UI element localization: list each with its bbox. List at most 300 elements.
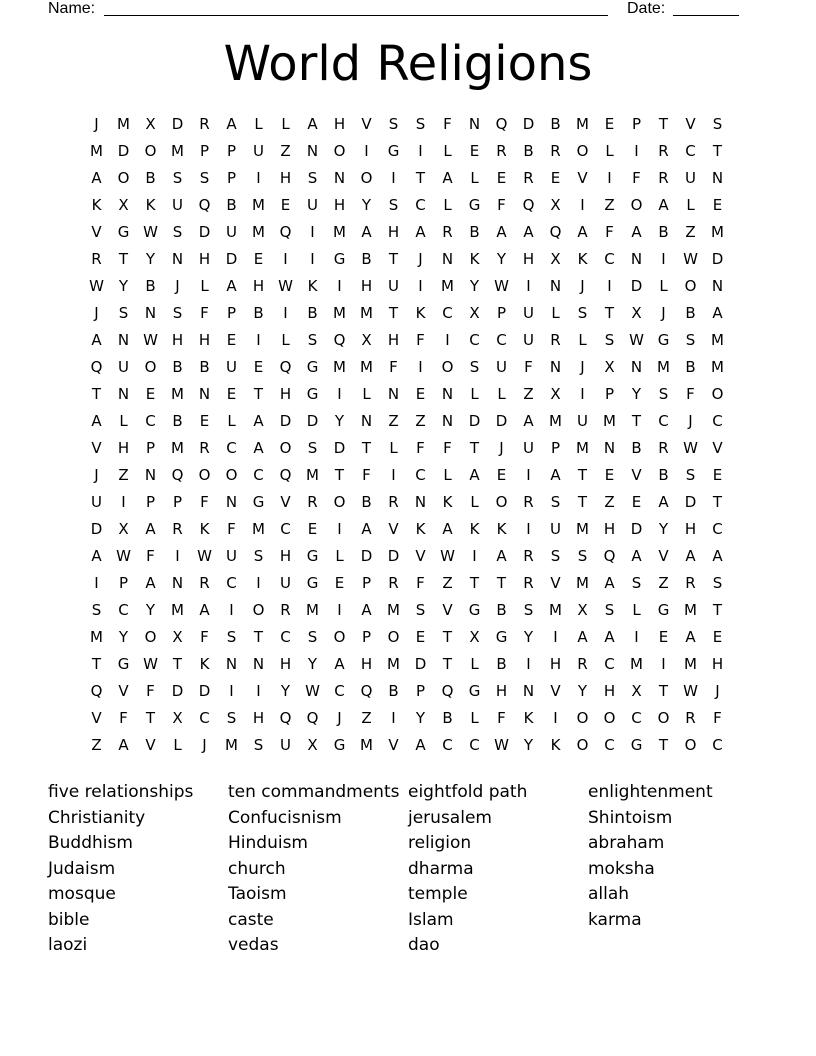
grid-row [83,111,731,138]
grid-letter: U [523,304,534,322]
grid-letter: L [281,115,290,133]
grid-letter: X [118,520,129,538]
name-blank-line[interactable] [104,15,608,16]
grid-letter: Y [361,196,372,214]
grid-letter: I [256,574,261,592]
grid-row [83,273,731,300]
grid-letter: B [685,304,696,322]
grid-letter: I [553,628,558,646]
grid-letter: T [577,493,588,511]
grid-letter: M [549,412,562,430]
grid-letter: K [91,196,102,214]
grid-letter: F [146,682,155,700]
grid-letter: R [388,574,399,592]
grid-letter: R [172,520,183,538]
grid-letter: V [361,115,372,133]
grid-letter: M [90,628,103,646]
grid-letter: N [549,358,562,376]
grid-letter: N [333,169,346,187]
grid-letter: K [442,493,453,511]
grid-letter: L [200,277,209,295]
grid-letter: C [496,331,507,349]
grid-letter: I [418,142,423,160]
grid-letter: L [686,196,695,214]
grid-letter: U [523,331,534,349]
grid-letter: K [199,655,210,673]
grid-row [83,705,731,732]
grid-letter: S [91,601,102,619]
grid-letter: S [631,574,642,592]
grid-letter: M [711,331,724,349]
grid-letter: D [360,547,373,565]
grid-letter: M [306,601,319,619]
grid-letter: O [630,196,643,214]
grid-letter: M [684,655,697,673]
grid-letter: P [172,493,183,511]
grid-letter: B [388,682,399,700]
grid-letter: R [199,439,210,457]
grid-letter: X [469,304,480,322]
grid-letter: Z [442,574,453,592]
grid-letter: D [468,412,481,430]
grid-letter: S [172,304,183,322]
grid-row [83,597,731,624]
grid-letter: H [279,655,292,673]
date-blank-line[interactable] [673,15,739,16]
word-column [228,780,408,959]
grid-letter: G [468,601,481,619]
grid-letter: A [442,169,453,187]
grid-letter: Q [306,709,319,727]
grid-letter: V [91,709,102,727]
grid-letter: K [415,304,426,322]
grid-letter: D [306,412,319,430]
grid-letter: X [361,331,372,349]
grid-letter: K [550,736,561,754]
grid-letter: F [713,709,722,727]
grid-letter: J [337,709,342,727]
word-list-item: religion [408,833,472,853]
grid-letter: B [361,493,372,511]
word-list-item: Judaism [48,858,116,879]
grid-letter: I [391,709,396,727]
grid-letter: N [441,412,454,430]
grid-letter: W [629,331,644,349]
grid-letter: S [307,331,318,349]
grid-letter: U [226,547,237,565]
grid-letter: L [443,142,452,160]
grid-letter: M [711,223,724,241]
grid-letter: X [307,736,318,754]
grid-letter: X [172,628,183,646]
grid-letter: C [280,628,291,646]
grid-letter: O [333,142,346,160]
grid-letter: Z [685,223,696,241]
grid-letter: R [523,169,534,187]
grid-letter: S [577,304,588,322]
grid-letter: C [118,601,129,619]
grid-letter: F [200,628,209,646]
grid-letter: Q [603,547,616,565]
grid-letter: D [711,250,724,268]
grid-letter: W [494,736,509,754]
grid-letter: W [278,277,293,295]
grid-letter: A [253,439,264,457]
grid-letter: W [494,277,509,295]
grid-letter: O [333,628,346,646]
grid-letter: H [279,547,292,565]
grid-row [83,624,731,651]
grid-letter: A [604,574,615,592]
grid-letter: H [387,331,400,349]
grid-letter: X [631,304,642,322]
grid-letter: G [495,628,508,646]
word-list-item: Christianity [48,807,146,828]
grid-letter: C [226,439,237,457]
grid-letter: O [198,466,211,484]
grid-letter: Q [441,682,454,700]
grid-letter: Q [549,223,562,241]
grid-letter: A [685,547,696,565]
grid-row [83,570,731,597]
word-list-item: ten commandments [228,782,400,802]
grid-letter: N [630,358,643,376]
grid-letter: A [712,304,723,322]
grid-letter: A [226,277,237,295]
grid-letter: V [550,574,561,592]
grid-letter: M [630,655,643,673]
grid-letter: M [576,115,589,133]
grid-letter: E [334,574,345,592]
grid-letter: S [685,466,696,484]
grid-letter: A [550,466,561,484]
word-list-item: dharma [408,858,474,879]
grid-letter: N [306,142,319,160]
grid-letter: D [387,547,400,565]
grid-letter: M [117,115,130,133]
grid-letter: V [631,466,642,484]
grid-letter: H [333,115,346,133]
grid-letter: A [118,736,129,754]
grid-letter: F [497,196,506,214]
word-list-item: Islam [408,909,454,930]
grid-letter: W [116,547,131,565]
grid-letter: E [145,385,156,403]
grid-letter: I [661,250,666,268]
grid-letter: M [252,223,265,241]
grid-letter: S [577,547,588,565]
grid-letter: A [307,115,318,133]
word-list-item: Shintoism [588,807,673,828]
grid-letter: B [199,358,210,376]
grid-letter: R [685,709,696,727]
grid-letter: O [144,142,157,160]
grid-letter: N [171,574,184,592]
grid-letter: X [577,601,588,619]
grid-letter: H [333,196,346,214]
grid-letter: B [145,169,156,187]
grid-letter: I [391,169,396,187]
grid-letter: A [442,520,453,538]
grid-letter: T [712,142,723,160]
grid-letter: T [658,115,669,133]
grid-letter: Y [631,385,642,403]
grid-letter: Q [279,709,292,727]
grid-letter: K [469,520,480,538]
grid-letter: R [577,655,588,673]
grid-letter: E [307,520,318,538]
grid-letter: T [469,439,480,457]
grid-letter: I [337,601,342,619]
grid-letter: R [199,115,210,133]
grid-row [83,543,731,570]
grid-letter: I [553,709,558,727]
grid-letter: I [337,385,342,403]
grid-letter: N [468,115,481,133]
grid-letter: D [198,223,211,241]
grid-letter: A [523,412,534,430]
grid-letter: D [684,493,697,511]
grid-letter: I [418,277,423,295]
grid-letter: E [199,412,210,430]
grid-letter: R [550,331,561,349]
grid-letter: E [280,196,291,214]
grid-letter: Q [495,115,508,133]
grid-letter: M [252,196,265,214]
grid-letter: I [580,196,585,214]
grid-letter: W [683,250,698,268]
grid-letter: J [580,358,585,376]
grid-letter: E [631,493,642,511]
grid-letter: T [577,466,588,484]
grid-letter: E [415,628,426,646]
grid-letter: L [470,493,479,511]
grid-letter: W [305,682,320,700]
grid-letter: C [604,250,615,268]
grid-letter: I [580,385,585,403]
grid-letter: E [469,142,480,160]
grid-letter: X [550,196,561,214]
grid-letter: C [442,304,453,322]
grid-letter: M [90,142,103,160]
grid-letter: L [578,331,587,349]
grid-letter: E [253,358,264,376]
word-list-item: eightfold path [408,782,528,802]
grid-letter: H [360,655,373,673]
grid-letter: A [712,547,723,565]
grid-letter: I [256,682,261,700]
word-list-item: mosque [48,884,116,904]
grid-letter: D [414,655,427,673]
grid-letter: H [198,250,211,268]
grid-letter: M [387,655,400,673]
grid-letter: M [306,466,319,484]
grid-letter: U [523,439,534,457]
grid-letter: A [496,223,507,241]
grid-letter: V [91,439,102,457]
grid-letter: T [253,628,264,646]
word-column [48,780,228,959]
grid-letter: X [550,250,561,268]
grid-letter: I [310,223,315,241]
grid-letter: A [253,412,264,430]
grid-letter: N [603,439,616,457]
grid-letter: W [440,547,455,565]
grid-letter: N [360,412,373,430]
grid-row [83,408,731,435]
grid-letter: K [415,520,426,538]
grid-letter: A [631,223,642,241]
grid-letter: M [360,358,373,376]
grid-letter: H [252,277,265,295]
word-list-item: church [228,858,286,879]
grid-letter: M [576,439,589,457]
grid-letter: B [631,439,642,457]
grid-letter: O [711,385,724,403]
grid-letter: A [577,223,588,241]
grid-letter: F [632,169,641,187]
grid-letter: M [576,520,589,538]
grid-letter: I [526,520,531,538]
grid-letter: L [362,385,371,403]
grid-letter: M [387,601,400,619]
grid-letter: D [171,115,184,133]
grid-letter: G [468,682,481,700]
grid-letter: T [415,169,426,187]
grid-letter: B [523,142,534,160]
grid-letter: P [631,115,642,133]
word-list-item: Buddhism [48,833,133,853]
grid-letter: W [143,331,158,349]
grid-letter: Y [145,601,156,619]
grid-row [83,678,731,705]
grid-letter: D [225,250,238,268]
grid-letter: P [145,439,156,457]
grid-letter: H [252,709,265,727]
grid-letter: S [307,628,318,646]
grid-letter: N [144,466,157,484]
word-list-item: dao [408,935,440,955]
grid-letter: T [253,385,264,403]
grid-letter: I [283,250,288,268]
grid-letter: I [661,655,666,673]
grid-letter: U [91,493,102,511]
grid-letter: X [604,358,615,376]
grid-letter: X [469,628,480,646]
grid-letter: C [145,412,156,430]
grid-letter: I [229,601,234,619]
grid-letter: K [469,250,480,268]
grid-letter: R [199,574,210,592]
word-list-item: moksha [588,858,655,879]
grid-letter: E [712,196,723,214]
grid-letter: R [91,250,102,268]
grid-letter: A [145,574,156,592]
grid-letter: S [172,223,183,241]
grid-row [83,354,731,381]
grid-letter: S [523,601,534,619]
grid-letter: F [686,385,695,403]
grid-letter: Q [90,682,103,700]
grid-letter: F [416,439,425,457]
word-list-item: bible [48,909,90,930]
grid-letter: G [657,331,670,349]
grid-letter: O [576,736,589,754]
grid-letter: A [91,412,102,430]
grid-letter: M [360,304,373,322]
grid-letter: T [712,601,723,619]
grid-letter: R [307,493,318,511]
grid-letter: T [388,250,399,268]
grid-letter: F [389,358,398,376]
grid-letter: F [200,304,209,322]
grid-letter: O [387,628,400,646]
grid-letter: A [685,628,696,646]
grid-letter: T [91,655,102,673]
grid-letter: F [416,574,425,592]
grid-letter: H [198,331,211,349]
grid-row [83,246,731,273]
grid-letter: F [146,547,155,565]
grid-letter: O [684,277,697,295]
name-label: Name: [48,0,96,17]
grid-letter: A [631,547,642,565]
grid-letter: W [683,439,698,457]
grid-letter: D [171,682,184,700]
grid-letter: Z [388,412,399,430]
grid-letter: G [252,493,265,511]
grid-letter: F [416,331,425,349]
grid-letter: T [496,574,507,592]
grid-letter: A [415,223,426,241]
grid-letter: H [495,682,508,700]
grid-letter: A [226,115,237,133]
grid-letter: W [143,655,158,673]
grid-letter: W [89,277,104,295]
grid-letter: Y [334,412,345,430]
grid-letter: Z [118,466,129,484]
grid-letter: Q [171,466,184,484]
grid-letter: J [418,250,423,268]
grid-letter: T [145,709,156,727]
grid-letter: G [306,358,319,376]
grid-letter: U [577,412,588,430]
grid-letter: T [658,682,669,700]
grid-letter: T [442,655,453,673]
grid-letter: S [658,385,669,403]
grid-letter: Y [523,628,534,646]
grid-letter: V [658,547,669,565]
grid-letter: U [307,196,318,214]
grid-letter: F [443,115,452,133]
grid-letter: O [360,169,373,187]
grid-letter: E [550,169,561,187]
grid-letter: H [117,439,130,457]
grid-letter: C [604,736,615,754]
grid-letter: V [118,682,129,700]
grid-letter: I [634,628,639,646]
grid-letter: M [711,358,724,376]
grid-row [83,489,731,516]
grid-letter: X [118,196,129,214]
grid-letter: E [496,169,507,187]
grid-letter: N [252,655,265,673]
grid-letter: L [443,196,452,214]
grid-letter: T [361,439,372,457]
grid-letter: B [172,358,183,376]
grid-letter: K [577,250,588,268]
grid-letter: S [415,115,426,133]
